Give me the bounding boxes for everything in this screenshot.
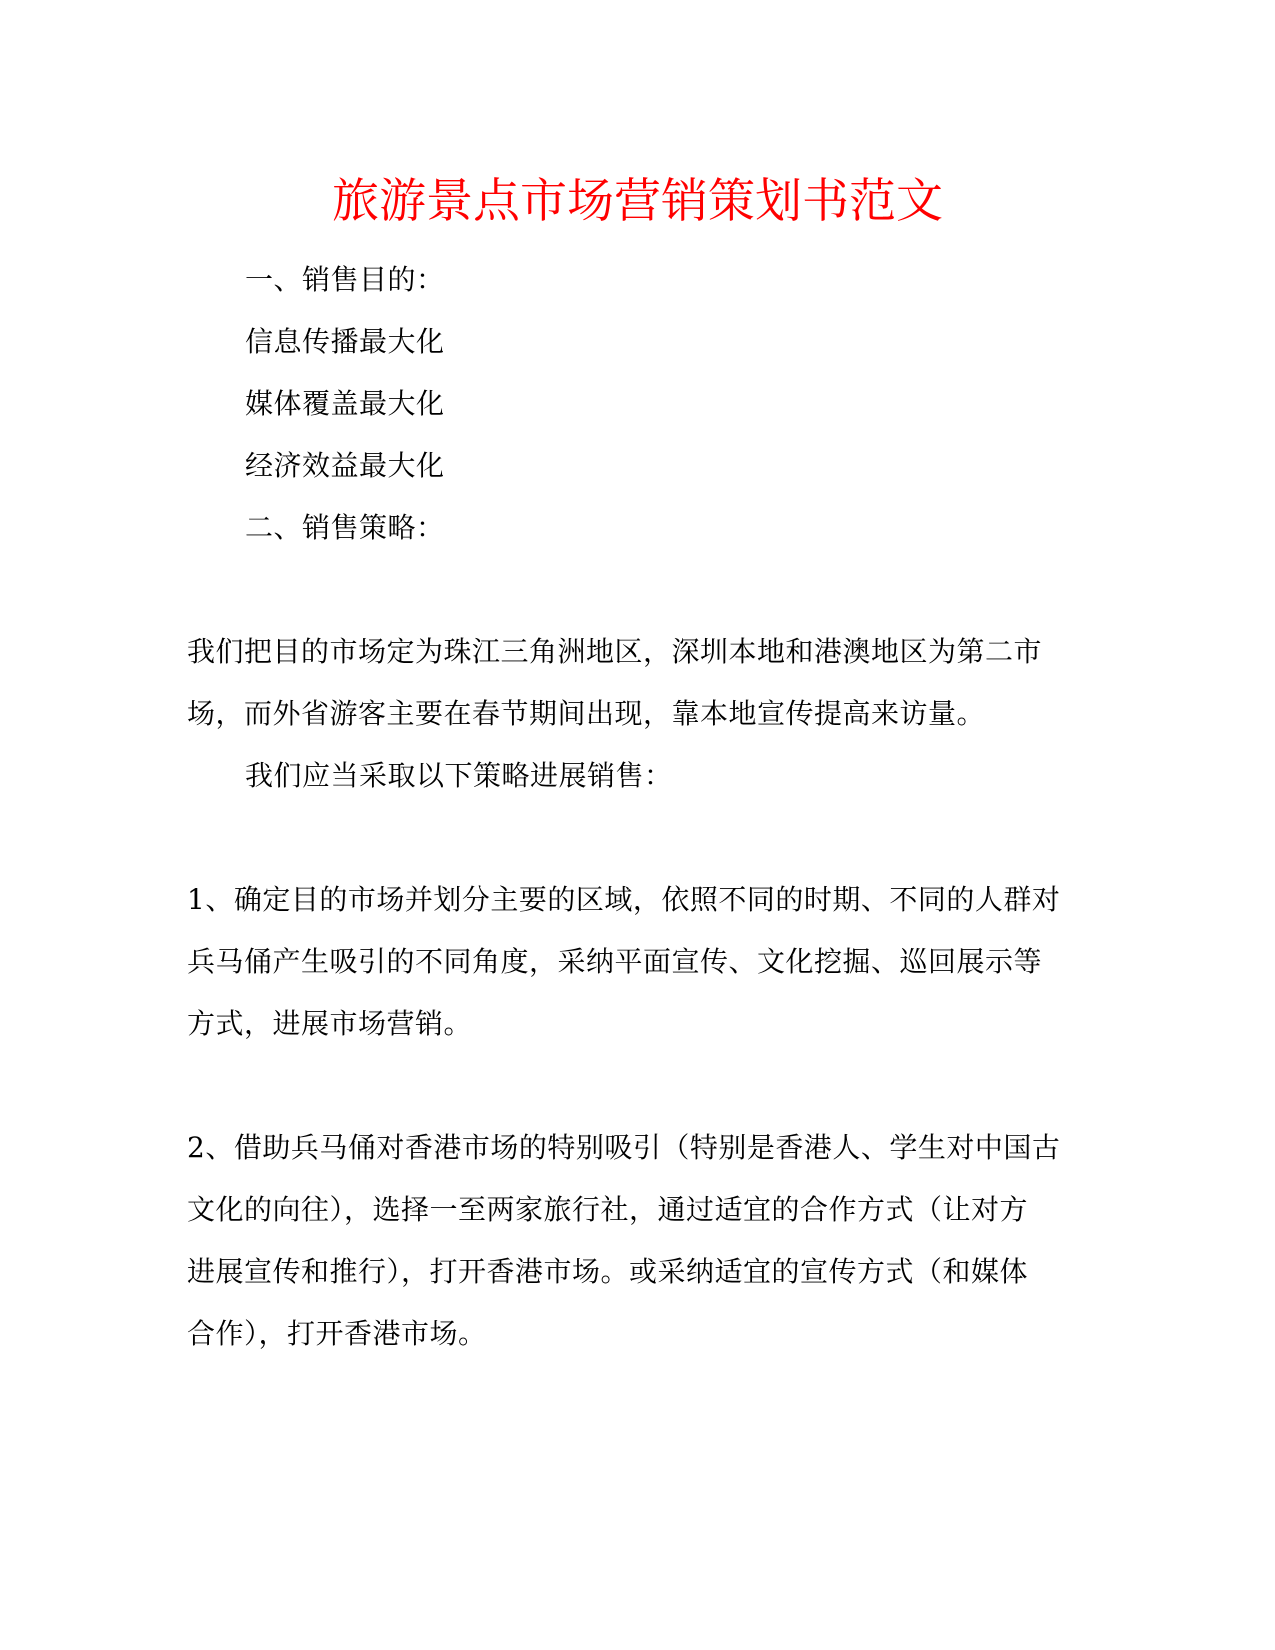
paragraph-line: 场，而外省游客主要在春节期间出现，靠本地宣传提高来访量。 <box>187 697 986 730</box>
section1-heading: 一、销售目的： <box>245 263 445 296</box>
point2-line: 2、借助兵马俑对香港市场的特别吸引（特别是香港人、学生对中国古 <box>187 1131 1061 1164</box>
section2-heading: 二、销售策略： <box>245 511 445 544</box>
paragraph-line: 我们把目的市场定为珠江三角洲地区，深圳本地和港澳地区为第二市 <box>187 635 1043 668</box>
point1-line: 兵马俑产生吸引的不同角度，采纳平面宣传、文化挖掘、巡回展示等 <box>187 945 1043 978</box>
point1-line: 1、确定目的市场并划分主要的区域，依照不同的时期、不同的人群对 <box>187 883 1061 916</box>
point2-line: 进展宣传和推行），打开香港市场。或采纳适宜的宣传方式（和媒体 <box>187 1255 1029 1288</box>
section1-item: 信息传播最大化 <box>245 325 445 358</box>
section1-item: 经济效益最大化 <box>245 449 445 482</box>
point2-line: 文化的向往），选择一至两家旅行社，通过适宜的合作方式（让对方 <box>187 1193 1029 1226</box>
point1-line: 方式，进展市场营销。 <box>187 1007 473 1040</box>
document-title: 旅游景点市场营销策划书范文 <box>332 174 943 229</box>
point2-line: 合作），打开香港市场。 <box>187 1317 487 1350</box>
section1-item: 媒体覆盖最大化 <box>245 387 445 420</box>
paragraph-line: 我们应当采取以下策略进展销售： <box>245 759 673 792</box>
